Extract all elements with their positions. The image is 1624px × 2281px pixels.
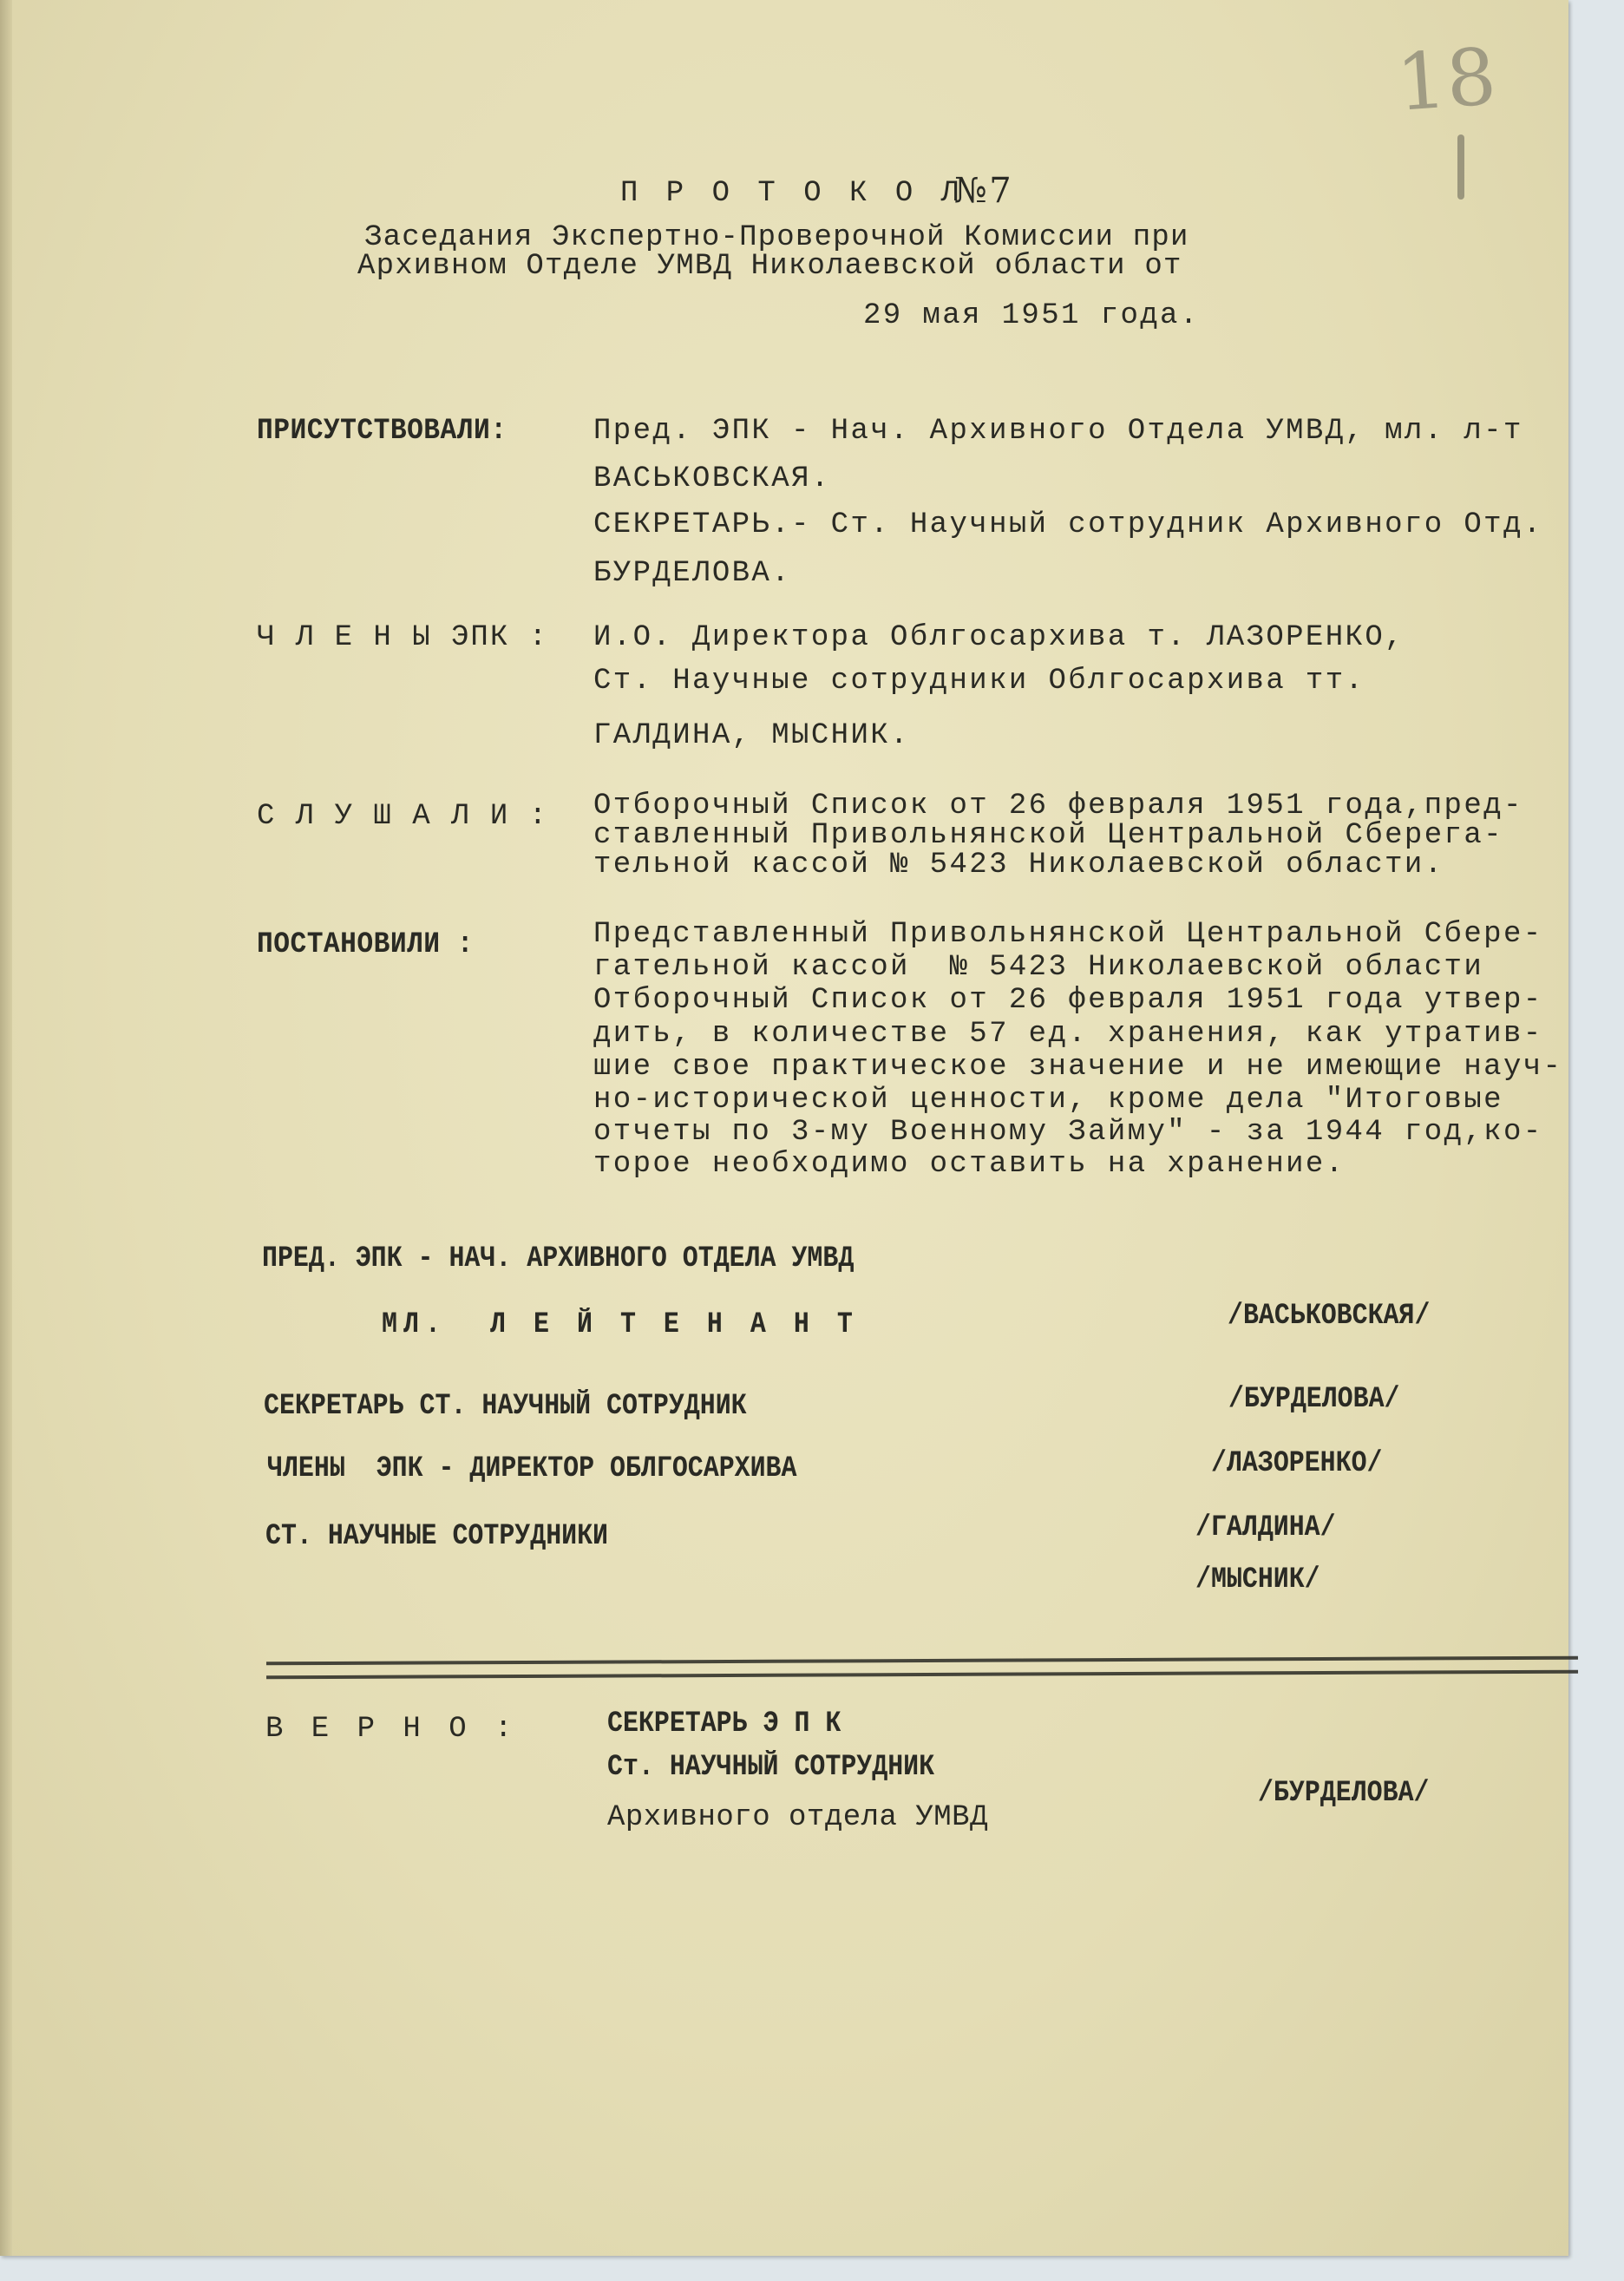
section-label: Ч Л Е Н Ы ЭПК : bbox=[257, 621, 549, 654]
section-line: ставленный Привольнянской Центральной Сберега- bbox=[593, 819, 1503, 852]
section-line: гательной кассой № 5423 Николаевской области bbox=[593, 951, 1484, 984]
section-line: но-исторической ценности, кроме дела "Итоговые bbox=[593, 1084, 1503, 1117]
certification-line: СЕКРЕТАРЬ Э П К bbox=[607, 1707, 841, 1740]
meeting-date: 29 мая 1951 года. bbox=[863, 299, 1200, 332]
section-label: С Л У Ш А Л И : bbox=[257, 800, 549, 833]
section-line: Представленный Привольнянской Центральной Сбере- bbox=[593, 918, 1543, 951]
document-title: П Р О Т О К О Л bbox=[620, 177, 965, 210]
section-line: тельной кассой № 5423 Николаевской области. bbox=[593, 849, 1444, 882]
subtitle-line: Архивном Отделе УМВД Николаевской области от bbox=[357, 250, 1182, 283]
signature-name: /ВАСЬКОВСКАЯ/ bbox=[1228, 1300, 1431, 1333]
section-line: И.О. Директора Облгосархива т. ЛАЗОРЕНКО, bbox=[593, 621, 1405, 654]
subtitle-line: Заседания Экспертно-Проверочной Комиссии при bbox=[364, 221, 1189, 254]
section-line: БУРДЕЛОВА. bbox=[593, 557, 792, 590]
signature-title: СЕКРЕТАРЬ СТ. НАУЧНЫЙ СОТРУДНИК bbox=[264, 1390, 747, 1423]
certification-label: В Е Р Н О : bbox=[265, 1713, 518, 1746]
page-number-pencil: 18 bbox=[1393, 31, 1500, 129]
section-line: торое необходимо оставить на хранение. bbox=[593, 1148, 1346, 1181]
signature-name: /МЫСНИК/ bbox=[1195, 1563, 1320, 1596]
section-line: Ст. Научные сотрудники Облгосархива тт. bbox=[593, 665, 1365, 698]
protocol-number: №7 bbox=[954, 171, 1014, 211]
signature-title: ПРЕД. ЭПК - НАЧ. АРХИВНОГО ОТДЕЛА УМВД bbox=[262, 1242, 855, 1275]
section-line: шие свое практическое значение и не имеющие науч- bbox=[593, 1051, 1563, 1084]
section-line: отчеты по 3-му Военному Займу" - за 1944 год,ко- bbox=[593, 1116, 1543, 1149]
page-edge bbox=[0, 0, 12, 2256]
section-line: ГАЛДИНА, МЫСНИК. bbox=[593, 719, 910, 752]
signature-title: МЛ. Л Е Й Т Е Н А Н Т bbox=[382, 1308, 859, 1341]
signature-title: СТ. НАУЧНЫЕ СОТРУДНИКИ bbox=[265, 1520, 609, 1553]
section-line: Отборочный Список от 26 февраля 1951 года утвер- bbox=[593, 984, 1543, 1017]
section-line: Отборочный Список от 26 февраля 1951 года,пред- bbox=[593, 790, 1523, 823]
certification-line: Ст. НАУЧНЫЙ СОТРУДНИК bbox=[607, 1751, 935, 1784]
signature-name: /БУРДЕЛОВА/ bbox=[1228, 1383, 1400, 1416]
section-line: СЕКРЕТАРЬ.- Ст. Научный сотрудник Архивного Отд. bbox=[593, 508, 1543, 541]
section-label: ПОСТАНОВИЛИ : bbox=[257, 928, 475, 961]
signature-name: /ГАЛДИНА/ bbox=[1195, 1511, 1336, 1544]
section-line: Пред. ЭПК - Нач. Архивного Отдела УМВД, мл. л-т bbox=[593, 415, 1523, 448]
section-line: ВАСЬКОВСКАЯ. bbox=[593, 462, 831, 495]
double-divider-line bbox=[266, 1656, 1578, 1680]
certification-line: Архивного отдела УМВД bbox=[607, 1801, 988, 1834]
signature-name: /ЛАЗОРЕНКО/ bbox=[1211, 1447, 1383, 1480]
section-label: ПРИСУТСТВОВАЛИ: bbox=[257, 415, 508, 448]
signature-title: ЧЛЕНЫ ЭПК - ДИРЕКТОР ОБЛГОСАРХИВА bbox=[267, 1452, 797, 1485]
section-line: дить, в количестве 57 ед. хранения, как утратив- bbox=[593, 1018, 1543, 1051]
certification-signature-name: /БУРДЕЛОВА/ bbox=[1258, 1777, 1430, 1810]
pencil-mark bbox=[1457, 134, 1464, 200]
